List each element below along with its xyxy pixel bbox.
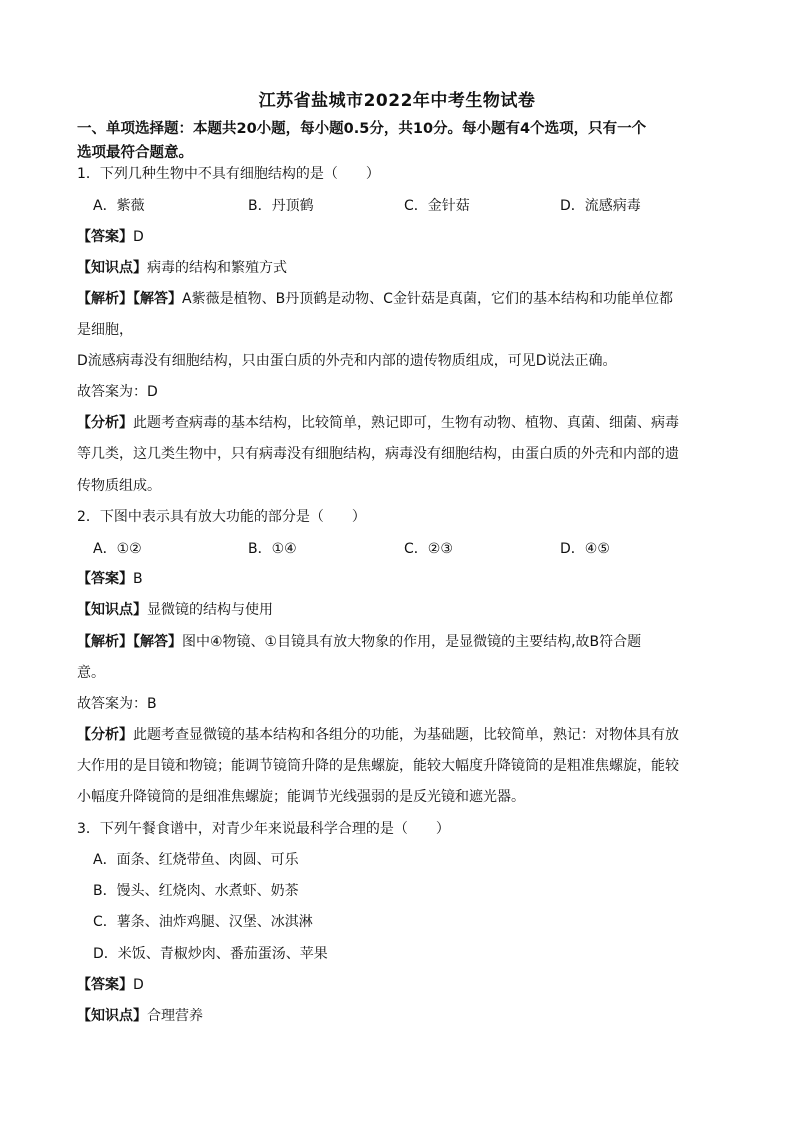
- q1-analysis-line-2: 是细胞，: [77, 322, 133, 338]
- q1-conclusion: 故答案为：D: [77, 384, 158, 400]
- q2-answer: [77, 569, 727, 589]
- q3-knowledge-value: 合理营养: [147, 1008, 203, 1024]
- q1-answer-value: D: [133, 229, 144, 245]
- q1-option-c: C．金针菇: [404, 198, 470, 214]
- section-heading-line-1: 一、单项选择题：本题共20小题，每小题0.5分，共10分。每小题有4个选项，只有一个: [77, 121, 647, 137]
- section-heading: [77, 117, 722, 165]
- review-label: 【分析】: [77, 727, 133, 743]
- knowledge-label: 【知识点】: [77, 602, 147, 618]
- q2-review-line-2: 大作用的是目镜和物镜；能调节镜筒升降的是焦螺旋，能较大幅度升降镜筒的是粗准焦螺旋，能较: [77, 758, 679, 774]
- q1-analysis-line-3: D流感病毒没有细胞结构，只由蛋白质的外壳和内部的遗传物质组成，可见D说法正确。: [77, 353, 617, 369]
- answer-label: 【答案】: [77, 229, 133, 245]
- knowledge-label: 【知识点】: [77, 260, 147, 276]
- knowledge-label: 【知识点】: [77, 1008, 147, 1024]
- q2-knowledge: [77, 600, 727, 620]
- q3-knowledge: [77, 1006, 727, 1026]
- q1-analysis-text-1: A紫薇是植物、B丹顶鹤是动物、C金针菇是真菌，它们的基本结构和功能单位都: [182, 291, 673, 307]
- q1-knowledge-value: 病毒的结构和繁殖方式: [147, 260, 287, 276]
- q2-option-d: D．④⑤: [560, 541, 610, 557]
- section-heading-line-2: 选项最符合题意。: [77, 145, 193, 161]
- q2-option-b: B．①④: [248, 541, 297, 557]
- q2-review-text-1: 此题考查显微镜的基本结构和各组分的功能，为基础题，比较简单，熟记：对物体具有放: [133, 727, 679, 743]
- q2-stem: 2．下图中表示具有放大功能的部分是（ ）: [77, 509, 366, 525]
- q1-option-b: B．丹顶鹤: [248, 198, 314, 214]
- q1-analysis-line-1: [77, 289, 727, 309]
- q3-option-c: C．薯条、油炸鸡腿、汉堡、冰淇淋: [93, 914, 313, 930]
- q1-stem: 1．下列几种生物中不具有细胞结构的是（ ）: [77, 166, 380, 182]
- q1-option-d: D．流感病毒: [560, 198, 641, 214]
- analysis-label: 【解析】【解答】: [77, 291, 182, 307]
- q2-analysis-text-1: 图中④物镜、①目镜具有放大物象的作用，是显微镜的主要结构,故B符合题: [182, 634, 642, 650]
- q1-review-text-1: 此题考查病毒的基本结构，比较简单，熟记即可，生物有动物、植物、真菌、细菌、病毒: [133, 415, 679, 431]
- q3-option-b: B．馒头、红烧肉、水煮虾、奶茶: [93, 883, 299, 899]
- q1-knowledge: [77, 258, 727, 278]
- q2-conclusion: 故答案为：B: [77, 696, 157, 712]
- answer-label: 【答案】: [77, 977, 133, 993]
- q2-option-c: C．②③: [404, 541, 453, 557]
- q2-answer-value: B: [133, 571, 143, 587]
- q1-review-line-1: [77, 413, 727, 433]
- q2-review-line-1: [77, 725, 727, 745]
- review-label: 【分析】: [77, 415, 133, 431]
- q3-option-d: D．米饭、青椒炒肉、番茄蛋汤、苹果: [93, 946, 328, 962]
- q2-option-a: A．①②: [93, 541, 142, 557]
- q3-stem: 3．下列午餐食谱中，对青少年来说最科学合理的是（ ）: [77, 821, 450, 837]
- q1-option-a: A．紫薇: [93, 198, 145, 214]
- q3-answer: [77, 975, 727, 995]
- q2-knowledge-value: 显微镜的结构与使用: [147, 602, 273, 618]
- analysis-label: 【解析】【解答】: [77, 634, 182, 650]
- q3-answer-value: D: [133, 977, 144, 993]
- q1-review-line-2: 等几类，这几类生物中，只有病毒没有细胞结构，病毒没有细胞结构，由蛋白质的外壳和内部的遗: [77, 446, 679, 462]
- q2-analysis-line-2: 意。: [77, 665, 105, 681]
- q2-analysis-line-1: [77, 632, 727, 652]
- answer-label: 【答案】: [77, 571, 133, 587]
- q1-answer: [77, 227, 727, 247]
- q1-review-line-3: 传物质组成。: [77, 478, 161, 494]
- q3-option-a: A．面条、红烧带鱼、肉圆、可乐: [93, 852, 299, 868]
- q2-review-line-3: 小幅度升降镜筒的是细准焦螺旋；能调节光线强弱的是反光镜和遮光器。: [77, 789, 525, 805]
- page-title: 江苏省盐城市2022年中考生物试卷: [258, 91, 536, 111]
